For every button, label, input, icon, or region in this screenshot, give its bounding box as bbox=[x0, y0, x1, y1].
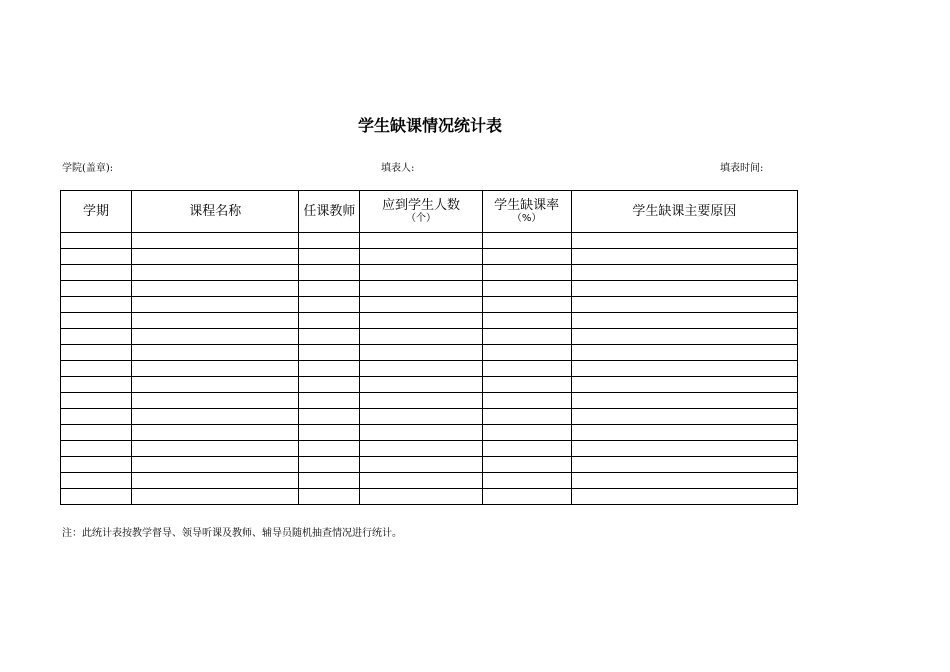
form-title: 学生缺课情况统计表 bbox=[357, 116, 502, 135]
cell-teacher[interactable] bbox=[299, 313, 360, 329]
cell-absence-rate[interactable] bbox=[482, 409, 571, 425]
cell-expected-students[interactable] bbox=[360, 377, 482, 393]
cell-course-name[interactable] bbox=[132, 313, 299, 329]
table-row bbox=[61, 249, 798, 265]
cell-teacher[interactable] bbox=[299, 473, 360, 489]
cell-expected-students[interactable] bbox=[360, 329, 482, 345]
header-term: 学期 bbox=[61, 191, 132, 233]
cell-teacher[interactable] bbox=[299, 233, 360, 249]
cell-main-reasons[interactable] bbox=[571, 377, 797, 393]
cell-absence-rate[interactable] bbox=[482, 393, 571, 409]
cell-main-reasons[interactable] bbox=[571, 249, 797, 265]
cell-course-name[interactable] bbox=[132, 393, 299, 409]
table-row bbox=[61, 377, 798, 393]
fill-time-label: 填表时间: bbox=[720, 163, 764, 174]
cell-main-reasons[interactable] bbox=[571, 281, 797, 297]
cell-teacher[interactable] bbox=[299, 265, 360, 281]
cell-absence-rate[interactable] bbox=[482, 281, 571, 297]
cell-main-reasons[interactable] bbox=[571, 425, 797, 441]
cell-expected-students[interactable] bbox=[360, 297, 482, 313]
cell-expected-students[interactable] bbox=[360, 393, 482, 409]
cell-expected-students[interactable] bbox=[360, 249, 482, 265]
cell-expected-students[interactable] bbox=[360, 441, 482, 457]
table-row bbox=[61, 265, 798, 281]
table-row bbox=[61, 345, 798, 361]
cell-teacher[interactable] bbox=[299, 249, 360, 265]
header-main-reasons: 学生缺课主要原因 bbox=[571, 191, 797, 233]
table-row bbox=[61, 329, 798, 345]
cell-teacher[interactable] bbox=[299, 345, 360, 361]
cell-main-reasons[interactable] bbox=[571, 441, 797, 457]
footnote: 注：此统计表按教学督导、领导听课及教师、辅导员随机抽查情况进行统计。 bbox=[62, 528, 402, 539]
cell-absence-rate[interactable] bbox=[482, 425, 571, 441]
header-course-name: 课程名称 bbox=[132, 191, 299, 233]
cell-term[interactable] bbox=[61, 249, 132, 265]
table-row bbox=[61, 313, 798, 329]
cell-absence-rate[interactable] bbox=[482, 233, 571, 249]
cell-teacher[interactable] bbox=[299, 441, 360, 457]
cell-term[interactable] bbox=[61, 313, 132, 329]
cell-main-reasons[interactable] bbox=[571, 297, 797, 313]
table-body bbox=[61, 233, 798, 505]
cell-term[interactable] bbox=[61, 377, 132, 393]
header-absence-rate-unit: （%） bbox=[511, 213, 542, 224]
cell-term[interactable] bbox=[61, 297, 132, 313]
cell-course-name[interactable] bbox=[132, 377, 299, 393]
table-row bbox=[61, 409, 798, 425]
table-row bbox=[61, 457, 798, 473]
cell-course-name[interactable] bbox=[132, 329, 299, 345]
header-absence-rate-label: 学生缺课率 bbox=[494, 198, 560, 213]
cell-course-name[interactable] bbox=[132, 457, 299, 473]
cell-absence-rate[interactable] bbox=[482, 489, 571, 505]
cell-term[interactable] bbox=[61, 441, 132, 457]
header-expected-students-label: 应到学生人数 bbox=[381, 198, 460, 213]
cell-main-reasons[interactable] bbox=[571, 361, 797, 377]
header-expected-students bbox=[360, 191, 482, 233]
table-row bbox=[61, 473, 798, 489]
table-row bbox=[61, 297, 798, 313]
cell-absence-rate[interactable] bbox=[482, 329, 571, 345]
header-absence-rate bbox=[482, 191, 571, 233]
cell-main-reasons[interactable] bbox=[571, 409, 797, 425]
cell-expected-students[interactable] bbox=[360, 345, 482, 361]
cell-absence-rate[interactable] bbox=[482, 345, 571, 361]
cell-expected-students[interactable] bbox=[360, 361, 482, 377]
cell-absence-rate[interactable] bbox=[482, 297, 571, 313]
cell-absence-rate[interactable] bbox=[482, 313, 571, 329]
header-expected-students-unit: （个） bbox=[405, 213, 436, 224]
cell-term[interactable] bbox=[61, 393, 132, 409]
cell-expected-students[interactable] bbox=[360, 265, 482, 281]
table-row bbox=[61, 281, 798, 297]
cell-main-reasons[interactable] bbox=[571, 313, 797, 329]
cell-course-name[interactable] bbox=[132, 249, 299, 265]
cell-main-reasons[interactable] bbox=[571, 489, 797, 505]
cell-term[interactable] bbox=[61, 345, 132, 361]
cell-expected-students[interactable] bbox=[360, 473, 482, 489]
cell-term[interactable] bbox=[61, 281, 132, 297]
table-row bbox=[61, 233, 798, 249]
college-label: 学院(盖章): bbox=[62, 163, 114, 174]
absence-statistics-table bbox=[60, 190, 798, 505]
cell-teacher[interactable] bbox=[299, 393, 360, 409]
cell-absence-rate[interactable] bbox=[482, 457, 571, 473]
cell-main-reasons[interactable] bbox=[571, 345, 797, 361]
cell-course-name[interactable] bbox=[132, 473, 299, 489]
cell-term[interactable] bbox=[61, 233, 132, 249]
cell-main-reasons[interactable] bbox=[571, 265, 797, 281]
table-row bbox=[61, 441, 798, 457]
filler-label: 填表人: bbox=[381, 163, 415, 174]
table-row bbox=[61, 425, 798, 441]
cell-term[interactable] bbox=[61, 425, 132, 441]
cell-main-reasons[interactable] bbox=[571, 457, 797, 473]
cell-course-name[interactable] bbox=[132, 233, 299, 249]
cell-absence-rate[interactable] bbox=[482, 473, 571, 489]
cell-teacher[interactable] bbox=[299, 457, 360, 473]
cell-teacher[interactable] bbox=[299, 297, 360, 313]
table-row bbox=[61, 393, 798, 409]
cell-teacher[interactable] bbox=[299, 281, 360, 297]
table-header-row bbox=[61, 191, 798, 233]
cell-main-reasons[interactable] bbox=[571, 393, 797, 409]
cell-term[interactable] bbox=[61, 457, 132, 473]
cell-term[interactable] bbox=[61, 473, 132, 489]
cell-course-name[interactable] bbox=[132, 265, 299, 281]
cell-teacher[interactable] bbox=[299, 489, 360, 505]
cell-absence-rate[interactable] bbox=[482, 361, 571, 377]
cell-teacher[interactable] bbox=[299, 377, 360, 393]
cell-term[interactable] bbox=[61, 265, 132, 281]
cell-term[interactable] bbox=[61, 329, 132, 345]
table-row bbox=[61, 489, 798, 505]
cell-course-name[interactable] bbox=[132, 345, 299, 361]
header-teacher: 任课教师 bbox=[299, 191, 360, 233]
cell-term[interactable] bbox=[61, 489, 132, 505]
cell-term[interactable] bbox=[61, 361, 132, 377]
cell-course-name[interactable] bbox=[132, 441, 299, 457]
cell-expected-students[interactable] bbox=[360, 425, 482, 441]
cell-main-reasons[interactable] bbox=[571, 473, 797, 489]
cell-main-reasons[interactable] bbox=[571, 233, 797, 249]
cell-expected-students[interactable] bbox=[360, 281, 482, 297]
cell-course-name[interactable] bbox=[132, 409, 299, 425]
cell-expected-students[interactable] bbox=[360, 313, 482, 329]
cell-expected-students[interactable] bbox=[360, 489, 482, 505]
table-row bbox=[61, 361, 798, 377]
cell-course-name[interactable] bbox=[132, 425, 299, 441]
cell-teacher[interactable] bbox=[299, 329, 360, 345]
cell-course-name[interactable] bbox=[132, 361, 299, 377]
cell-absence-rate[interactable] bbox=[482, 377, 571, 393]
cell-main-reasons[interactable] bbox=[571, 329, 797, 345]
cell-absence-rate[interactable] bbox=[482, 265, 571, 281]
cell-teacher[interactable] bbox=[299, 361, 360, 377]
cell-expected-students[interactable] bbox=[360, 409, 482, 425]
cell-teacher[interactable] bbox=[299, 425, 360, 441]
cell-term[interactable] bbox=[61, 409, 132, 425]
cell-course-name[interactable] bbox=[132, 489, 299, 505]
cell-expected-students[interactable] bbox=[360, 233, 482, 249]
cell-teacher[interactable] bbox=[299, 409, 360, 425]
cell-course-name[interactable] bbox=[132, 297, 299, 313]
cell-expected-students[interactable] bbox=[360, 457, 482, 473]
cell-absence-rate[interactable] bbox=[482, 249, 571, 265]
cell-course-name[interactable] bbox=[132, 281, 299, 297]
cell-absence-rate[interactable] bbox=[482, 441, 571, 457]
